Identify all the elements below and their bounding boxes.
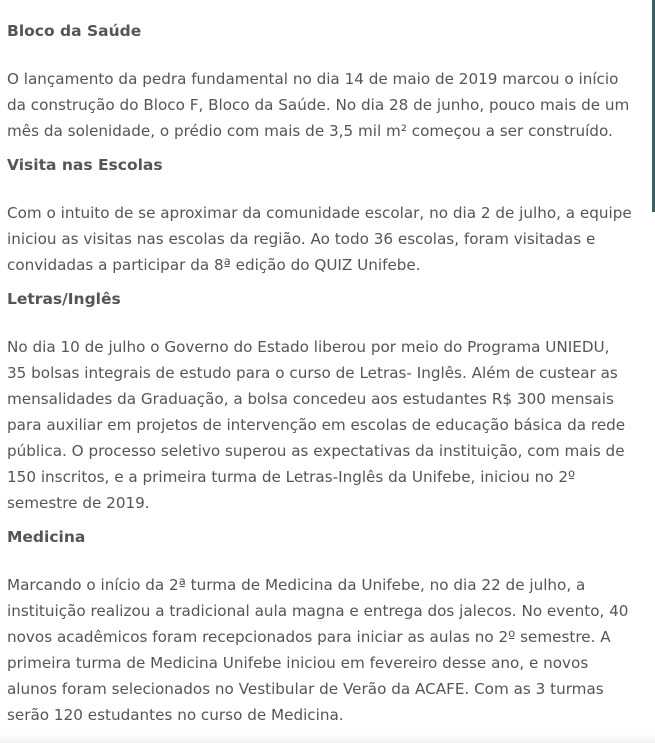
paragraph-line: 150 inscritos, e a primeira turma de Letras-Inglês da Unifebe, iniciou no 2º	[7, 468, 576, 486]
section-paragraph	[7, 200, 632, 278]
paragraph-line: para auxiliar em projetos de intervenção em escolas de educação básica da rede	[7, 416, 626, 434]
section-paragraph	[7, 66, 632, 144]
section-visita-nas-escolas	[7, 150, 632, 278]
paragraph-line: O lançamento da pedra fundamental no dia 14 de maio de 2019 marcou o início	[7, 70, 619, 88]
paragraph-line: No dia 10 de julho o Governo do Estado liberou por meio do Programa UNIEDU,	[7, 338, 610, 356]
section-medicina	[7, 522, 632, 728]
paragraph-line: serão 120 estudantes no curso de Medicina.	[7, 706, 344, 724]
paragraph-line: instituição realizou a tradicional aula magna e entrega dos jalecos. No evento, 40	[7, 602, 629, 620]
paragraph-line: mensalidades da Graduação, a bolsa concedeu aos estudantes R$ 300 mensais	[7, 390, 614, 408]
section-heading: Visita nas Escolas	[7, 156, 163, 174]
section-paragraph	[7, 334, 632, 516]
paragraph-line: mês da solenidade, o prédio com mais de 3,5 mil m² começou a ser construído.	[7, 122, 613, 140]
paragraph-line: novos acadêmicos foram recepcionados para iniciar as aulas no 2º semestre. A	[7, 628, 611, 646]
article-body	[7, 16, 632, 734]
paragraph-line: semestre de 2019.	[7, 494, 150, 512]
paragraph-line: iniciou as visitas nas escolas da região. Ao todo 36 escolas, foram visitadas e	[7, 230, 596, 248]
section-bloco-da-saude	[7, 16, 632, 144]
paragraph-line: 35 bolsas integrais de estudo para o curso de Letras- Inglês. Além de custear as	[7, 364, 618, 382]
section-letras-ingles	[7, 284, 632, 516]
bottom-fade	[0, 735, 655, 743]
paragraph-line: alunos foram selecionados no Vestibular de Verão da ACAFE. Com as 3 turmas	[7, 680, 604, 698]
section-heading: Medicina	[7, 528, 86, 546]
section-heading: Bloco da Saúde	[7, 22, 142, 40]
section-heading: Letras/Inglês	[7, 290, 121, 308]
paragraph-line: primeira turma de Medicina Unifebe iniciou em fevereiro desse ano, e novos	[7, 654, 589, 672]
paragraph-line: Com o intuito de se aproximar da comunidade escolar, no dia 2 de julho, a equipe	[7, 204, 632, 222]
paragraph-line: pública. O processo seletivo superou as expectativas da instituição, com mais de	[7, 442, 625, 460]
section-paragraph	[7, 572, 632, 728]
paragraph-line: convidadas a participar da 8ª edição do QUIZ Unifebe.	[7, 256, 421, 274]
paragraph-line: da construção do Bloco F, Bloco da Saúde. No dia 28 de junho, pouco mais de um	[7, 96, 630, 114]
paragraph-line: Marcando o início da 2ª turma de Medicina da Unifebe, no dia 22 de julho, a	[7, 576, 586, 594]
